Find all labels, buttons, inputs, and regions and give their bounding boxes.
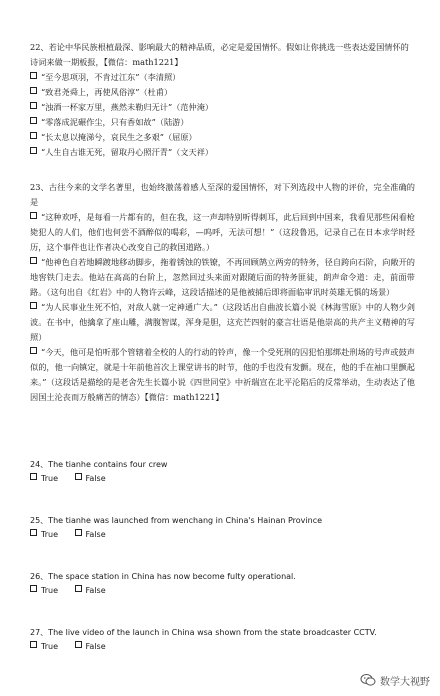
question-22-option-3[interactable]: “浊酒一杯家万里，燕然未勒归无计”（范仲淹） xyxy=(30,100,415,115)
question-23-option-2[interactable]: “他神色自若地瞬踱地移动脚步，拖着锈蚀的铁镣，不再回顾鹄立两旁的特务，径自跨向石阶，向敞开的地窖铁门走去。他站在高高的台阶上，忽然回过头来面对跟随后面的特务匪徒，朗声命令道：走，前面带路。（这句出自《红岩》中的人物许云峰，这段话描述的是他被捕后即将面临审讯时英雄无惧的场景） xyxy=(30,257,415,297)
checkbox-icon[interactable] xyxy=(30,257,37,264)
question-22-stem: 22、若论中华民族根植最深、影响最大的精神品质，必定是爱国情怀。假如让你挑选一些表达爱国情怀的诗词来做一期板报，【微信：math1221】 xyxy=(30,42,409,67)
question-24-stem: 24、The tianhe contains four crew xyxy=(30,460,168,469)
true-label: True xyxy=(41,586,58,595)
checkbox-icon[interactable] xyxy=(30,147,37,154)
checkbox-icon[interactable] xyxy=(30,132,37,139)
question-23 xyxy=(30,180,415,405)
question-25-stem: 25、The tianhe was launched from wenchang in China's Hainan Province xyxy=(30,516,323,525)
false-label: False xyxy=(85,530,106,539)
true-label: True xyxy=(41,530,58,539)
false-checkbox-icon[interactable] xyxy=(75,585,82,592)
question-23-stem: 23、古往今来的文学名著里，也始终激荡着感人至深的爱国情怀，对下列选段中人物的评价，完全准确的是 xyxy=(30,182,415,207)
question-26-stem: 26、The space station in China has now become fulty operational. xyxy=(30,572,296,581)
question-25-options xyxy=(30,528,415,542)
true-label: True xyxy=(41,474,58,483)
false-checkbox-icon[interactable] xyxy=(75,529,82,536)
question-27 xyxy=(30,626,415,654)
question-24 xyxy=(30,458,415,486)
checkbox-icon[interactable] xyxy=(30,347,37,354)
question-22-option-4[interactable]: “零落成泥碾作尘，只有香如故”（陆游） xyxy=(30,115,415,130)
question-26 xyxy=(30,570,415,598)
watermark-text: 数学大视野 xyxy=(380,676,430,688)
question-23-option-4[interactable]: “今天，他可是怕听那个管辖着全校的人的行动的铃声，像一个受死刑的囚犯怕那绑赴刑场的号声或鼓声似的，他一向镇定，就是十年前他首次上课堂讲书的时节，他的手也没有发颤。现在，他的手在袖口里颤起来。”（这段话是描绘的是老舍先生长篇小说《四世同堂》中祈瑞宣在北平沦陷后的反常举动，生动表达了他因国土沦丧而万般痛苦的情态）【微信：math1221】 xyxy=(30,347,415,402)
checkbox-icon[interactable] xyxy=(30,72,37,79)
question-23-option-1[interactable]: “这种欢呼，是每看一片都有的，但在我，这一声却特别听得刺耳，此后回到中国来，我看见那些闲看枪毙犯人的人们，他们也何尝不酒醉似的喝彩，—呜呼，无法可想！”（这段鲁迅，记录自己在日本求学时经历，这个事件也让作者决心改变自己的救国道路。） xyxy=(30,212,415,252)
question-22-option-5[interactable]: “长太息以掩涕兮，哀民生之多艰”（屈原） xyxy=(30,130,415,145)
false-checkbox-icon[interactable] xyxy=(75,473,82,480)
question-23-option-3[interactable]: “为人民事业生死不怕，对敌人就一定神通广大。”（这段话出自曲波长篇小说《林海雪原》中的人物少剑波。在书中，他擒拿了座山雕，满腹智谋，浑身是胆，这充芒四射的豪言壮语是他崇高的共产主义精神的写照） xyxy=(30,302,415,342)
true-checkbox-icon[interactable] xyxy=(30,529,37,536)
true-checkbox-icon[interactable] xyxy=(30,585,37,592)
false-checkbox-icon[interactable] xyxy=(75,641,82,648)
checkbox-icon[interactable] xyxy=(30,212,37,219)
question-26-options xyxy=(30,584,415,598)
question-22-option-6[interactable]: “人生自古谁无死，留取丹心照汗青”（文天祥） xyxy=(30,145,415,160)
true-label: True xyxy=(41,642,58,651)
watermark xyxy=(360,672,430,688)
checkbox-icon[interactable] xyxy=(30,302,37,309)
question-24-options xyxy=(30,472,415,486)
question-27-options xyxy=(30,640,415,654)
checkbox-icon[interactable] xyxy=(30,102,37,109)
checkbox-icon[interactable] xyxy=(30,87,37,94)
question-22-option-1[interactable]: “至今思项羽，不肯过江东”（李清照） xyxy=(30,70,415,85)
question-22-option-2[interactable]: “致君尧舜上，再使风俗淳”（杜甫） xyxy=(30,85,415,100)
wechat-icon xyxy=(360,672,376,688)
question-22 xyxy=(30,40,415,160)
question-27-stem: 27、The live video of the launch in China wsa shown from the state broadcaster CCTV. xyxy=(30,628,377,637)
false-label: False xyxy=(85,586,106,595)
true-checkbox-icon[interactable] xyxy=(30,641,37,648)
false-label: False xyxy=(85,474,106,483)
false-label: False xyxy=(85,642,106,651)
checkbox-icon[interactable] xyxy=(30,117,37,124)
question-25 xyxy=(30,514,415,542)
true-checkbox-icon[interactable] xyxy=(30,473,37,480)
